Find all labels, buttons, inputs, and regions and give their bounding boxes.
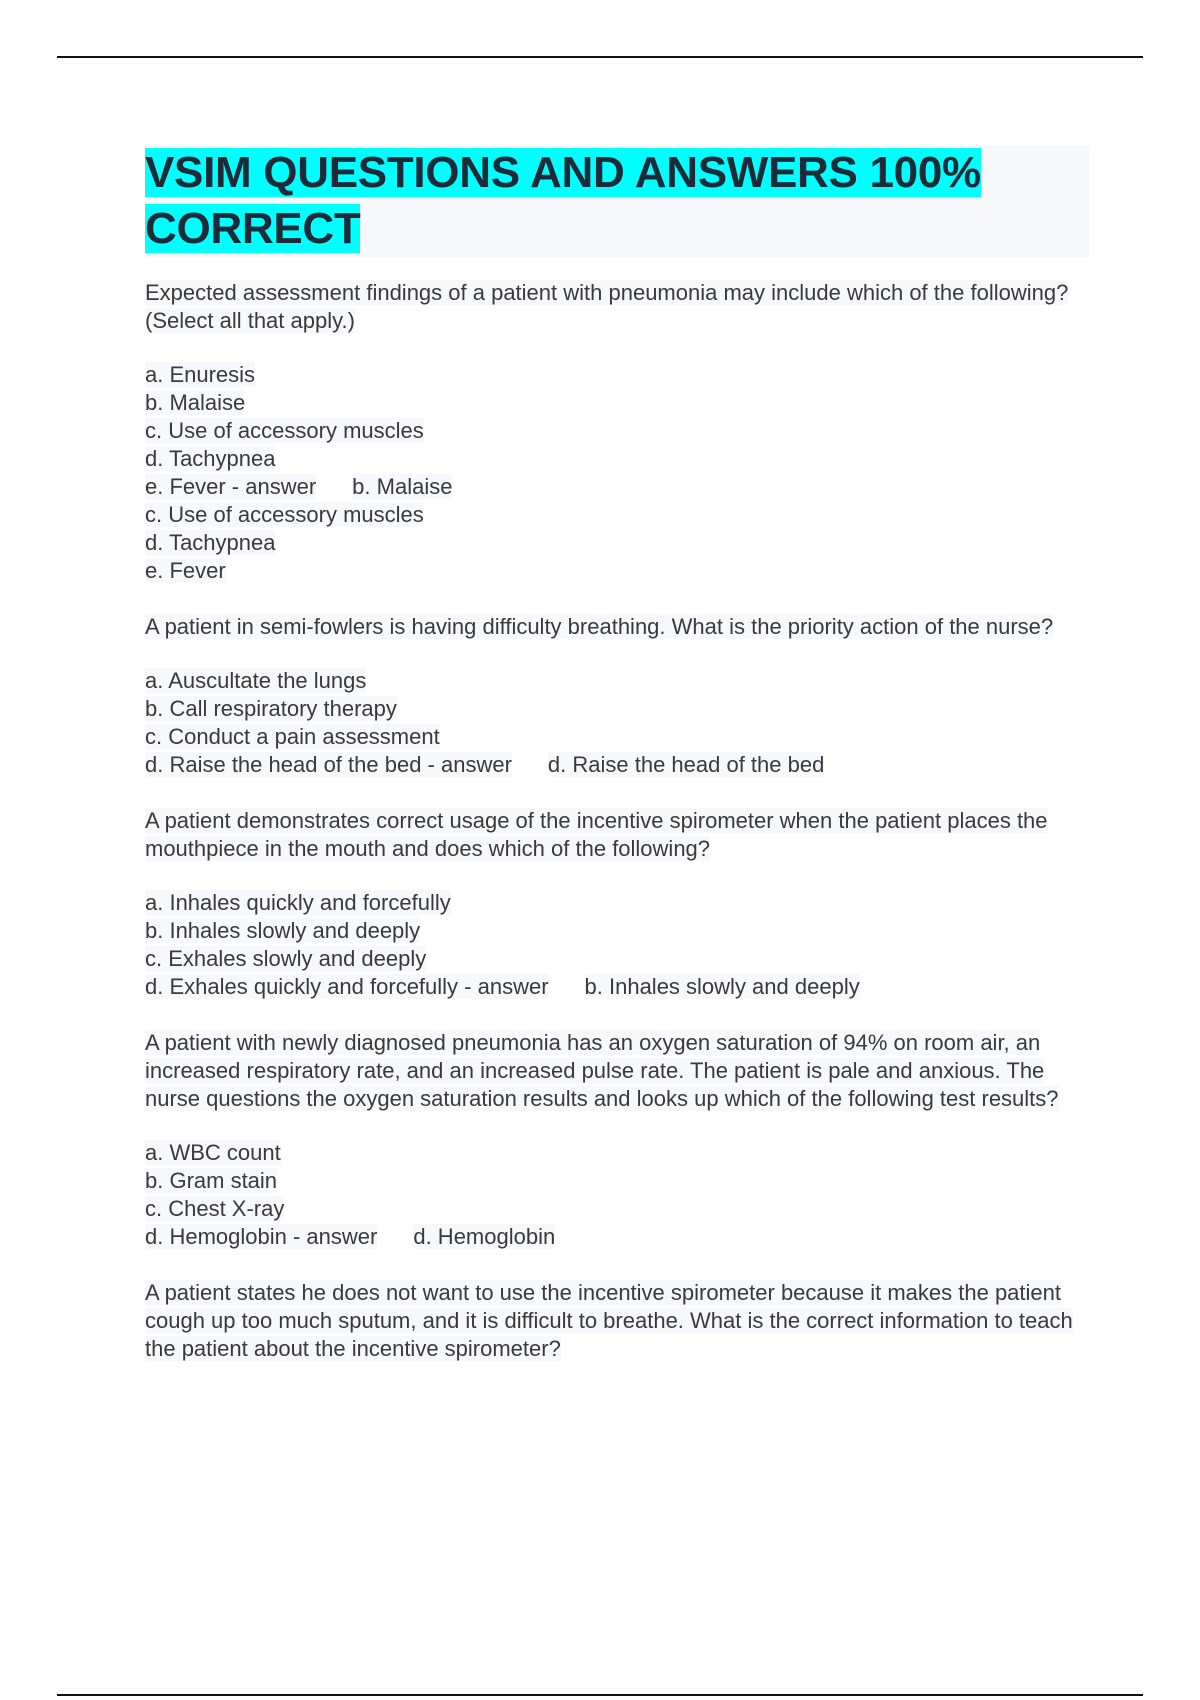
answer-text: b. Inhales slowly and deeply — [584, 974, 860, 999]
option-line — [145, 557, 1090, 585]
option-line — [145, 695, 1090, 723]
option-line — [145, 445, 1090, 473]
question-text — [145, 613, 1090, 641]
footer-rule — [57, 1694, 1143, 1696]
option-line — [145, 417, 1090, 445]
title-highlight: VSIM QUESTIONS AND ANSWERS 100% CORRECT — [145, 148, 981, 253]
answer-text: d. Hemoglobin — [413, 1224, 556, 1249]
option-text: d. Raise the head of the bed - answer — [145, 752, 512, 777]
question-text-content: A patient in semi-fowlers is having difficulty breathing. What is the priority action of the nurse? — [145, 614, 1054, 639]
option-line — [145, 389, 1090, 417]
option-line — [145, 529, 1090, 557]
option-text: e. Fever — [145, 558, 226, 583]
question-block — [145, 807, 1090, 1001]
option-line — [145, 917, 1090, 945]
answer-text: b. Malaise — [352, 474, 453, 499]
option-text: b. Gram stain — [145, 1168, 278, 1193]
option-line — [145, 723, 1090, 751]
option-text: b. Malaise — [145, 390, 246, 415]
option-text: c. Conduct a pain assessment — [145, 724, 440, 749]
document-title — [145, 145, 1089, 257]
question-text-content: Expected assessment findings of a patient with pneumonia may include which of the following? (Select all that apply.) — [145, 280, 1069, 333]
option-text: d. Tachypnea — [145, 446, 276, 471]
document-page — [145, 145, 1090, 1391]
question-text — [145, 1029, 1090, 1113]
option-list — [145, 1139, 1090, 1251]
option-line — [145, 889, 1090, 917]
option-text: a. Enuresis — [145, 362, 256, 387]
option-line — [145, 1167, 1090, 1195]
option-text: a. Auscultate the lungs — [145, 668, 367, 693]
option-text: d. Exhales quickly and forcefully - answer — [145, 974, 549, 999]
option-text: a. Inhales quickly and forcefully — [145, 890, 451, 915]
header-rule — [57, 56, 1143, 58]
option-list — [145, 667, 1090, 779]
option-text: e. Fever - answer — [145, 474, 317, 499]
option-line — [145, 751, 1090, 779]
option-line — [145, 1195, 1090, 1223]
question-text — [145, 1279, 1090, 1363]
answer-text: d. Raise the head of the bed — [547, 752, 825, 777]
option-line — [145, 473, 1090, 501]
question-text — [145, 807, 1090, 863]
option-line — [145, 501, 1090, 529]
question-text — [145, 279, 1090, 335]
question-text-content: A patient with newly diagnosed pneumonia has an oxygen saturation of 94% on room air, an increased respiratory rate, and an increased pulse rate. The patient is pale and anxious. The nurse questions the oxygen saturation results and looks up which of the following test results? — [145, 1030, 1059, 1111]
option-text: c. Use of accessory muscles — [145, 502, 424, 527]
option-text: d. Tachypnea — [145, 530, 276, 555]
option-text: b. Inhales slowly and deeply — [145, 918, 421, 943]
option-text: a. WBC count — [145, 1140, 281, 1165]
option-line — [145, 1223, 1090, 1251]
option-line — [145, 361, 1090, 389]
option-text: c. Exhales slowly and deeply — [145, 946, 427, 971]
option-text: b. Call respiratory therapy — [145, 696, 397, 721]
title-block — [145, 145, 1089, 257]
option-text: d. Hemoglobin - answer — [145, 1224, 378, 1249]
question-text-content: A patient demonstrates correct usage of the incentive spirometer when the patient places the mouthpiece in the mouth and does which of the following? — [145, 808, 1048, 861]
question-block — [145, 1029, 1090, 1251]
option-line — [145, 973, 1090, 1001]
question-text-content: A patient states he does not want to use the incentive spirometer because it makes the patient cough up too much sputum, and it is difficult to breathe. What is the correct information to teach the patient about the incentive spirometer? — [145, 1280, 1073, 1361]
question-block — [145, 613, 1090, 779]
question-list — [145, 279, 1090, 1363]
option-line — [145, 1139, 1090, 1167]
option-line — [145, 945, 1090, 973]
option-list — [145, 889, 1090, 1001]
option-line — [145, 667, 1090, 695]
option-text: c. Use of accessory muscles — [145, 418, 424, 443]
question-block — [145, 279, 1090, 585]
question-block — [145, 1279, 1090, 1363]
option-list — [145, 361, 1090, 585]
option-text: c. Chest X-ray — [145, 1196, 285, 1221]
